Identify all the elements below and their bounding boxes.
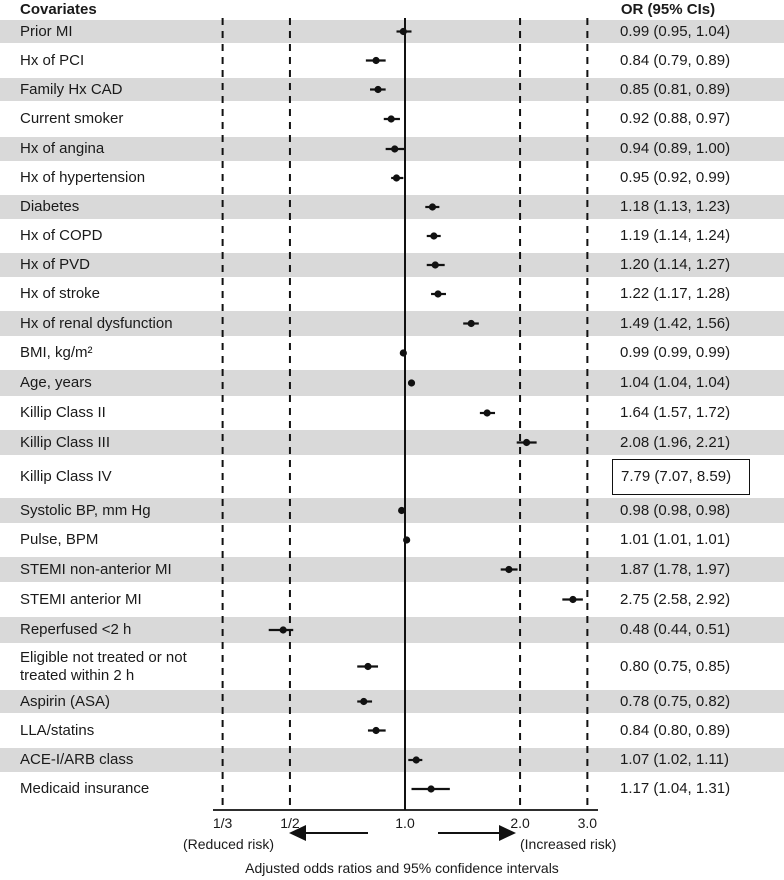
- covariate-label: Hx of PCI: [20, 51, 85, 69]
- covariate-label: Family Hx CAD: [20, 80, 123, 98]
- point-estimate: [434, 290, 441, 297]
- point-estimate: [360, 698, 367, 705]
- covariate-label: Hx of hypertension: [20, 169, 146, 186]
- covariate-label: Hx of renal dysfunction: [20, 314, 173, 332]
- point-estimate: [374, 86, 381, 93]
- or-value: 1.17 (1.04, 1.31): [620, 780, 731, 797]
- covariate-label: Killip Class III: [20, 433, 111, 451]
- or-value: 1.22 (1.17, 1.28): [620, 285, 731, 302]
- or-value: 1.20 (1.14, 1.27): [620, 256, 731, 273]
- or-value: 1.18 (1.13, 1.23): [620, 198, 731, 215]
- covariate-label: BMI, kg/m²: [20, 344, 93, 361]
- covariate-label: LLA/statins: [20, 721, 95, 739]
- x-tick-label: 3.0: [577, 815, 598, 831]
- covariate-label: ACE-I/ARB class: [20, 751, 134, 768]
- or-value: 0.95 (0.92, 0.99): [620, 169, 731, 186]
- or-value: 0.92 (0.88, 0.97): [620, 110, 731, 127]
- covariate-label: Systolic BP, mm Hg: [20, 501, 151, 519]
- point-estimate: [523, 439, 530, 446]
- covariate-label: Diabetes: [20, 198, 80, 215]
- or-value: 1.04 (1.04, 1.04): [620, 374, 731, 391]
- point-estimate: [505, 566, 512, 573]
- or-value: 2.08 (1.96, 2.21): [620, 433, 731, 451]
- point-estimate: [468, 320, 475, 327]
- covariate-label: Pulse, BPM: [20, 531, 99, 548]
- covariate-label: Hx of COPD: [20, 227, 103, 244]
- or-value: 0.80 (0.75, 0.85): [620, 657, 731, 675]
- point-estimate: [400, 349, 407, 356]
- covariate-label: Current smoker: [20, 110, 124, 127]
- x-tick-label: 1/3: [212, 815, 233, 831]
- or-value: 1.49 (1.42, 1.56): [620, 314, 731, 332]
- point-estimate: [364, 663, 371, 670]
- or-value: 1.19 (1.14, 1.24): [620, 227, 731, 244]
- covariate-label: Hx of angina: [20, 140, 105, 157]
- point-estimate: [391, 145, 398, 152]
- point-estimate: [372, 57, 379, 64]
- point-estimate: [484, 409, 491, 416]
- covariate-label: Aspirin (ASA): [20, 692, 111, 710]
- or-value: 0.48 (0.44, 0.51): [620, 621, 731, 638]
- x-tick-label: 2.0: [510, 815, 530, 831]
- covariate-label: Prior MI: [20, 22, 73, 40]
- or-value: 1.87 (1.78, 1.97): [620, 560, 731, 578]
- point-estimate: [388, 115, 395, 122]
- or-value: 0.94 (0.89, 1.00): [620, 140, 731, 157]
- or-value: 1.01 (1.01, 1.01): [620, 531, 731, 548]
- or-value: 0.98 (0.98, 0.98): [620, 501, 731, 519]
- point-estimate: [398, 507, 405, 514]
- or-value-boxed: 7.79 (7.07, 8.59): [612, 459, 750, 495]
- covariate-label: STEMI anterior MI: [20, 590, 142, 608]
- or-value: 1.64 (1.57, 1.72): [620, 404, 731, 421]
- covariate-label: Age, years: [20, 374, 92, 391]
- or-value: 0.85 (0.81, 0.89): [620, 80, 731, 98]
- or-value: 0.99 (0.99, 0.99): [620, 344, 731, 361]
- point-estimate: [400, 28, 407, 35]
- or-value: 0.78 (0.75, 0.82): [620, 692, 731, 710]
- covariate-label: Hx of stroke: [20, 285, 101, 302]
- or-value: 1.07 (1.02, 1.11): [620, 751, 729, 768]
- x-tick-label: 1.0: [395, 815, 415, 831]
- or-value: 0.99 (0.95, 1.04): [620, 22, 731, 40]
- point-estimate: [430, 232, 437, 239]
- point-estimate: [432, 261, 439, 268]
- point-estimate: [429, 203, 436, 210]
- covariate-label: Killip Class IV: [20, 467, 112, 485]
- covariate-label: Reperfused <2 h: [20, 621, 132, 638]
- point-estimate: [413, 756, 420, 763]
- covariate-label: Killip Class II: [20, 404, 106, 421]
- point-estimate: [569, 596, 576, 603]
- x-tick-label: 1/2: [280, 815, 300, 831]
- or-value: 2.75 (2.58, 2.92): [620, 590, 731, 608]
- or-value: 0.84 (0.80, 0.89): [620, 721, 731, 739]
- or-header: OR (95% CIs): [620, 1, 716, 18]
- covariate-label: STEMI non-anterior MI: [20, 560, 172, 578]
- point-estimate: [427, 785, 434, 792]
- x-axis-label: Adjusted odds ratios and 95% confidence intervals: [245, 860, 559, 876]
- point-estimate: [393, 174, 400, 181]
- point-estimate: [280, 626, 287, 633]
- or-value: 0.84 (0.79, 0.89): [620, 51, 731, 69]
- increased-risk-annotation: (Increased risk): [520, 836, 617, 852]
- point-estimate: [372, 727, 379, 734]
- covariate-label: Hx of PVD: [20, 256, 91, 273]
- covariates-header: Covariates: [20, 1, 97, 18]
- point-estimate: [403, 536, 410, 543]
- point-estimate: [408, 379, 415, 386]
- covariate-label: Medicaid insurance: [20, 780, 150, 797]
- covariate-label: Eligible not treated or not treated within 2 h: [20, 648, 187, 684]
- reduced-risk-annotation: (Reduced risk): [183, 836, 275, 852]
